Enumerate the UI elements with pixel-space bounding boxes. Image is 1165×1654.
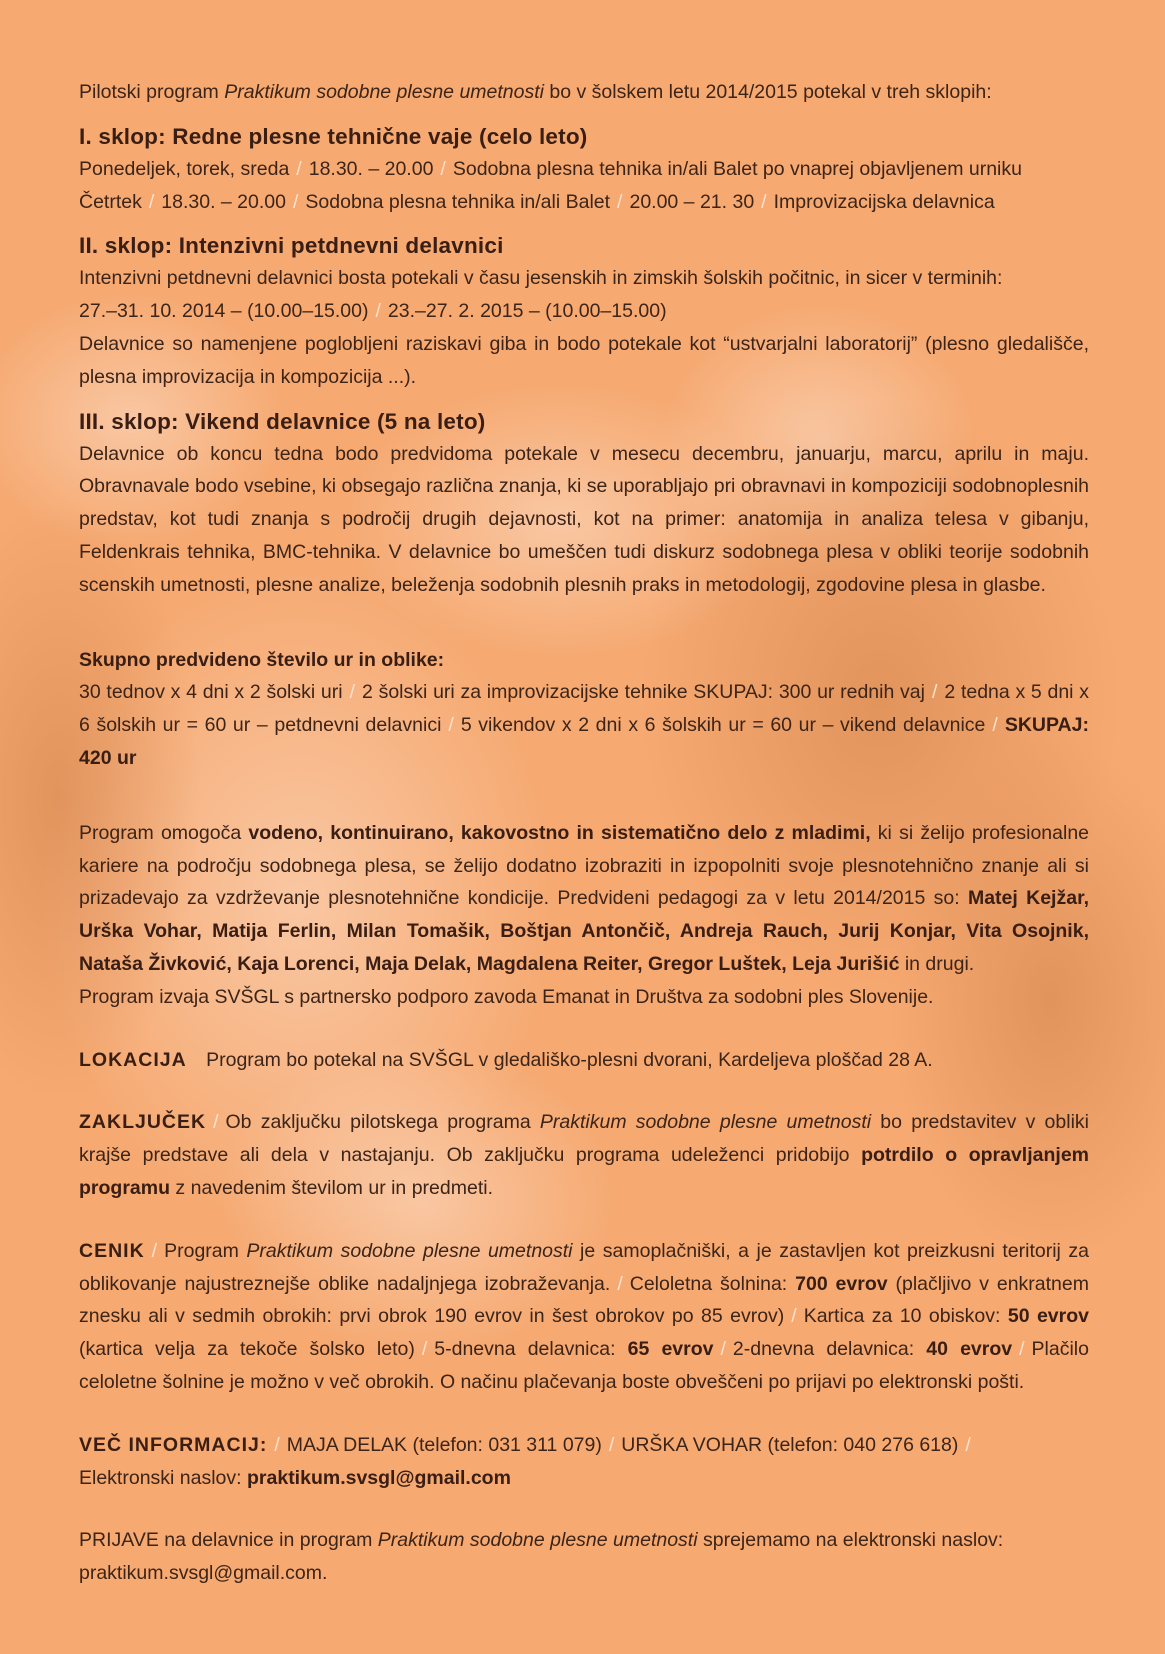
- document-page: [79, 76, 1089, 1590]
- section-vec-informacij: VEČ INFORMACIJ: / MAJA DELAK (telefon: 031 311 079) / URŠKA VOHAR (telefon: 040 276 618) / Elektronski naslov: praktikum.svsgl@gmail.com: [79, 1433, 971, 1489]
- section-program: [79, 817, 1089, 1014]
- section-sklop-1: [79, 121, 1089, 219]
- section-prijave: PRIJAVE na delavnice in program Praktikum sodobne plesne umetnosti sprejemamo na elektronski naslov: praktikum.svsgl@gmail.com.: [79, 1524, 1089, 1590]
- paragraph: Delavnice ob koncu tedna bodo predvidoma potekale v mesecu decembru, januarju, marcu, aprilu in maju. Obravnavale bodo vsebine, ki obsegajo različna znanja, ki se uporabljajo pri obravnavi in kompoziciji sodobnoplesnih predstav, kot tudi znanja s področij drugih dejavnosti, kot na primer: anatomija in analiza telesa v gibanju, Feldenkrais tehnika, BMC-tehnika. V delavnice bo umeščen tudi diskurz sodobnega plesa v obliki teorije sodobnih scenskih umetnosti, plesne analize, beleženja sodobnih plesnih praks in metodologij, zgodovine plesa in glasbe.: [79, 442, 1089, 596]
- section-cenik: CENIK / Program Praktikum sodobne plesne umetnosti je samoplačniški, a je zastavljen kot preizkusni teritorij za oblikovanje najustreznejše oblike nadaljnjega izobraževanja. / Celoletna šolnina: 700 evrov (plačljivo v enkratnem znesku ali v sedmih obrokih: prvi obrok 190 evrov in šest obrokov po 85 evrov) / Kartica za 10 obiskov: 50 evrov (kartica velja za tekoče šolsko leto) / 5-dnevna delavnica: 65 evrov / 2-dnevna delavnica: 40 evrov / Plačilo celoletne šolnine je možno v več obrokih. O načinu plačevanja boste obveščeni po prijavi po elektronski pošti.: [79, 1239, 1089, 1393]
- paragraph: Intenzivni petdnevni delavnici bosta potekali v času jesenskih in zimskih šolskih počitnic, in sicer v terminih:: [79, 267, 1003, 290]
- program-partners: Program izvaja SVŠGL s partnersko podporo zavoda Emanat in Društva za sodobni ples Slovenije.: [79, 985, 934, 1008]
- section-skupno: [79, 644, 1089, 775]
- subheading: Skupno predvideno število ur in oblike:: [79, 648, 445, 671]
- schedule-line-1: Ponedeljek, torek, sreda / 18.30. – 20.00 / Sodobna plesna tehnika in/ali Balet po vnaprej objavljenem urniku: [79, 157, 1022, 180]
- dates-line: 27.–31. 10. 2014 – (10.00–15.00) / 23.–27. 2. 2015 – (10.00–15.00): [79, 300, 667, 323]
- section-zakljucek: ZAKLJUČEK / Ob zaključku pilotskega programa Praktikum sodobne plesne umetnosti bo predstavitev v obliki krajše predstave ali dela v nastajanju. Ob zaključku programa udeleženci pridobijo potrdilo o opravljanjem programu z navedenim številom ur in predmeti.: [79, 1111, 1090, 1199]
- email-link[interactable]: praktikum.svsgl@gmail.com: [247, 1466, 511, 1489]
- intro-paragraph: Pilotski program Praktikum sodobne plesne umetnosti bo v šolskem letu 2014/2015 potekal v treh sklopih:: [79, 81, 992, 103]
- paragraph: Delavnice so namenjene poglobljeni raziskavi giba in bodo potekale kot “ustvarjalni laboratorij” (plesno gledališče, plesna improvizacija in kompozicija ...).: [79, 332, 1089, 388]
- section-title: III. sklop: Vikend delavnice (5 na leto): [79, 408, 486, 434]
- program-paragraph: Program omogoča vodeno, kontinuirano, kakovostno in sistematično delo z mladimi, ki si želijo profesionalne kariere na področju sodobnega plesa, se želijo dodatno izobraziti in izpopolniti svoje plesnotehnično znanje ali si prizadevajo za vzdrževanje plesnotehnične kondicije. Predvideni pedagogi za v letu 2014/2015 so: Matej Kejžar, Urška Vohar, Matija Ferlin, Milan Tomašik, Boštjan Antončič, Andreja Rauch, Jurij Konjar, Vita Osojnik, Nataša Živković, Kaja Lorenci, Maja Delak, Magdalena Reiter, Gregor Luštek, Leja Jurišić in drugi.: [79, 821, 1090, 975]
- section-title: II. sklop: Intenzivni petdnevni delavnici: [79, 233, 504, 259]
- section-sklop-3: [79, 406, 1089, 602]
- section-sklop-2: [79, 230, 1089, 393]
- schedule-line-2: Četrtek / 18.30. – 20.00 / Sodobna plesna tehnika in/ali Balet / 20.00 – 21. 30 / Improvizacijska delavnica: [79, 190, 995, 213]
- section-title: I. sklop: Redne plesne tehnične vaje (celo leto): [79, 123, 588, 149]
- section-lokacija: LOKACIJA Program bo potekal na SVŠGL v gledališko-plesni dvorani, Kardeljeva ploščad 28 A.: [79, 1048, 933, 1071]
- hours-summary: 30 tednov x 4 dni x 2 šolski uri / 2 šolski uri za improvizacijske tehnike SKUPAJ: 300 ur rednih vaj / 2 tedna x 5 dni x 6 šolskih ur = 60 ur – petdnevni delavnici / 5 vikendov x 2 dni x 6 šolskih ur = 60 ur – vikend delavnice / SKUPAJ: 420 ur: [79, 681, 1089, 769]
- prijave-email[interactable]: praktikum.svsgl@gmail.com.: [79, 1562, 328, 1585]
